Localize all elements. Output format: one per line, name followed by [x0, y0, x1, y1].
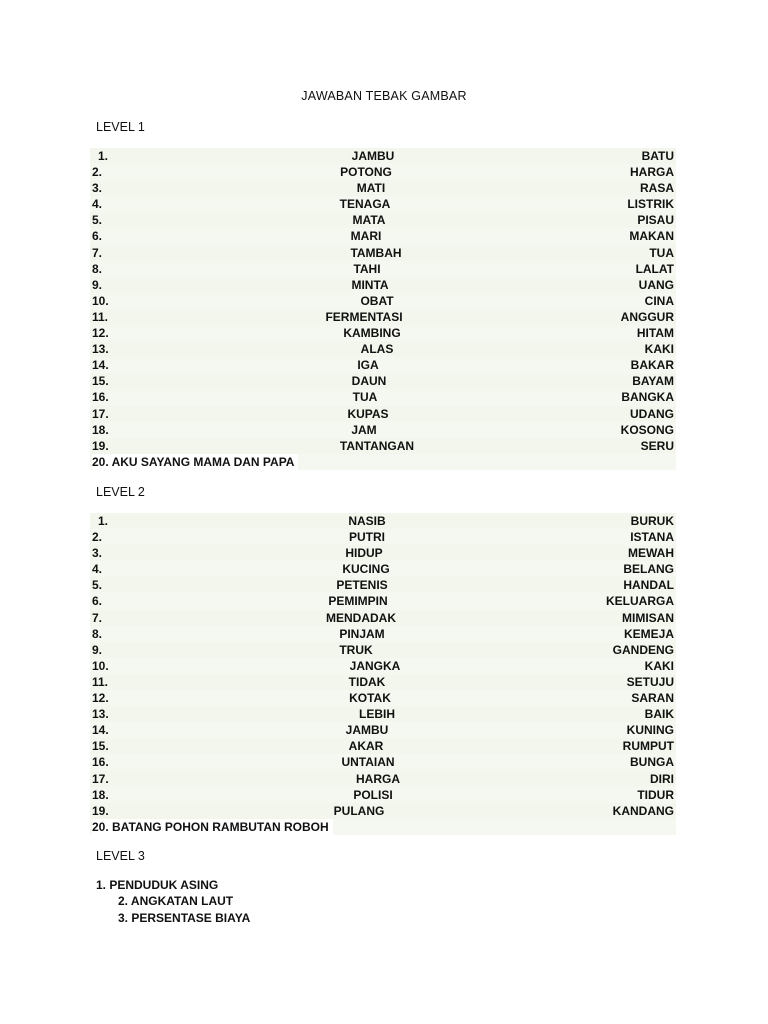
answer-word-left: POTONG: [340, 165, 392, 180]
answer-word-right: BELANG: [623, 562, 674, 577]
answer-word-right: HITAM: [636, 326, 674, 341]
answer-word-right: BANGKA: [621, 390, 674, 405]
answer-word-left: JAMBU: [351, 149, 395, 163]
answer-word-right: TUA: [649, 245, 674, 260]
answer-word-left: PINJAM: [339, 626, 385, 641]
answer-word-right: SETUJU: [626, 674, 674, 689]
row-number: 15.: [92, 739, 109, 754]
answer-row: [90, 706, 676, 722]
answer-word-right: BATU: [641, 149, 674, 163]
row-number: 18.: [92, 422, 109, 437]
answer-row: [90, 593, 676, 609]
answer-row: [90, 293, 676, 309]
answer-word-right: GANDENG: [612, 642, 674, 657]
row-number: 14.: [92, 358, 109, 373]
answer-word-left: KUPAS: [347, 406, 389, 421]
answer-word-left: NASIB: [348, 514, 386, 528]
row-number: 7.: [92, 610, 103, 625]
answer-row: [90, 196, 676, 212]
answer-row: [90, 180, 676, 196]
answer-word-right: SARAN: [631, 691, 674, 706]
answer-word-right: HANDAL: [623, 578, 674, 593]
row-number: 11.: [92, 674, 109, 689]
answer-word-left: FERMENTASI: [325, 309, 403, 324]
row-number: 2.: [92, 165, 103, 180]
row-number: 19.: [92, 803, 109, 818]
row-number: 10.: [92, 293, 109, 308]
level-2-heading: LEVEL 2: [96, 485, 145, 499]
row-number: 12.: [92, 691, 109, 706]
answer-word-left: AKAR: [348, 739, 384, 754]
answer-word-left: KOTAK: [349, 691, 391, 706]
row-number: 11.: [92, 309, 109, 324]
answer-row: [90, 803, 676, 819]
answer-row: [90, 245, 676, 261]
row-number: 6.: [92, 594, 103, 609]
level-3-item: 1. PENDUDUK ASING: [96, 878, 219, 892]
row-number: 16.: [92, 755, 109, 770]
answer-row: [90, 674, 676, 690]
row-number: 18.: [92, 787, 109, 802]
row-number: 9.: [92, 642, 103, 657]
answer-word-left: IGA: [357, 358, 379, 373]
answer-word-left: TRUK: [339, 642, 373, 657]
row-number: 17.: [92, 406, 109, 421]
answer-row: [90, 771, 676, 787]
answer-row: [90, 577, 676, 593]
answer-word-left: OBAT: [360, 293, 394, 308]
answer-word-left: TAMBAH: [350, 245, 402, 260]
row-number: 2.: [92, 530, 103, 545]
level-3-heading: LEVEL 3: [96, 849, 145, 863]
row-number: 4.: [92, 197, 103, 212]
answer-word-left: PEMIMPIN: [328, 594, 388, 609]
answer-word-right: LISTRIK: [627, 197, 674, 212]
answer-row: [90, 309, 676, 325]
answer-word-right: UANG: [638, 277, 674, 292]
answer-row: [90, 658, 676, 674]
answer-row: [90, 357, 676, 373]
answer-word-left: TENAGA: [339, 197, 391, 212]
row-number: 9.: [92, 277, 103, 292]
answer-row: [90, 148, 676, 164]
row-number: 5.: [92, 213, 103, 228]
answer-word-right: KAKI: [644, 342, 674, 357]
answer-row: [90, 561, 676, 577]
answer-word-left: HIDUP: [345, 546, 383, 561]
answer-word-left: TANTANGAN: [339, 438, 415, 453]
answer-word-right: KANDANG: [612, 803, 674, 818]
answer-word-left: PETENIS: [336, 578, 388, 593]
answer-word-left: TAHI: [353, 261, 381, 276]
answer-word-left: UNTAIAN: [341, 755, 395, 770]
answer-word-left: PULANG: [333, 803, 385, 818]
answer-word-right: BAYAM: [632, 374, 674, 389]
answer-row: [90, 164, 676, 180]
level-2-answer-table: [90, 513, 676, 835]
answer-word-left: DAUN: [351, 374, 387, 389]
answer-row: [90, 529, 676, 545]
answer-word-right: CINA: [644, 293, 674, 308]
answer-word-left: PUTRI: [349, 530, 385, 545]
row-number: 3.: [92, 546, 103, 561]
final-answer-text: 20. BATANG POHON RAMBUTAN ROBOH: [92, 819, 333, 835]
answer-word-left: MATI: [356, 181, 386, 196]
answer-word-left: LEBIH: [359, 707, 395, 722]
row-number: 10.: [92, 658, 109, 673]
answer-row: [90, 373, 676, 389]
answer-word-right: MEWAH: [628, 546, 674, 561]
document-title: JAWABAN TEBAK GAMBAR: [301, 89, 467, 103]
answer-word-right: MAKAN: [629, 229, 674, 244]
row-number: 8.: [92, 261, 103, 276]
row-number: 6.: [92, 229, 103, 244]
answer-word-right: RASA: [639, 181, 674, 196]
answer-row: [90, 438, 676, 454]
answer-row: [90, 325, 676, 341]
answer-word-right: ANGGUR: [620, 309, 674, 324]
answer-word-left: HARGA: [356, 771, 400, 786]
row-number: 8.: [92, 626, 103, 641]
row-number: 4.: [92, 562, 103, 577]
answer-word-right: KOSONG: [620, 422, 674, 437]
answer-row-final: [90, 454, 676, 470]
answer-row: [90, 228, 676, 244]
level-3-item: 2. ANGKATAN LAUT: [118, 894, 234, 909]
answer-row: [90, 422, 676, 438]
answer-word-left: ALAS: [360, 342, 394, 357]
row-number: 5.: [92, 578, 103, 593]
answer-word-right: HARGA: [630, 165, 674, 180]
answer-row: [90, 277, 676, 293]
answer-word-right: ISTANA: [630, 530, 674, 545]
answer-word-right: BURUK: [630, 514, 674, 528]
answer-row: [90, 787, 676, 803]
row-number: 1.: [98, 514, 109, 528]
answer-word-right: KEMEJA: [623, 626, 674, 641]
answer-row: [90, 722, 676, 738]
answer-row: [90, 545, 676, 561]
answer-word-left: KUCING: [342, 562, 390, 577]
answer-row: [90, 610, 676, 626]
row-number: 17.: [92, 771, 109, 786]
answer-row: [90, 626, 676, 642]
row-number: 12.: [92, 326, 109, 341]
answer-row: [90, 690, 676, 706]
answer-word-left: JAMBU: [345, 723, 389, 738]
answer-word-right: TIDUR: [637, 787, 674, 802]
answer-word-right: KUNING: [626, 723, 674, 738]
answer-word-right: RUMPUT: [622, 739, 674, 754]
answer-row: [90, 212, 676, 228]
answer-word-right: KAKI: [644, 658, 674, 673]
answer-word-right: UDANG: [630, 406, 674, 421]
answer-word-left: MENDADAK: [326, 610, 396, 625]
answer-word-right: BAKAR: [630, 358, 674, 373]
row-number: 13.: [92, 342, 109, 357]
answer-word-left: TUA: [352, 390, 378, 405]
level-3-item: 3. PERSENTASE BIAYA: [118, 910, 251, 925]
answer-word-left: JAM: [351, 422, 377, 437]
answer-row: [90, 406, 676, 422]
row-number: 19.: [92, 438, 109, 453]
answer-word-left: TIDAK: [348, 674, 386, 689]
level-1-heading: LEVEL 1: [96, 120, 145, 134]
row-number: 15.: [92, 374, 109, 389]
row-number: 1.: [98, 149, 109, 163]
final-answer-text: 20. AKU SAYANG MAMA DAN PAPA: [92, 454, 298, 470]
answer-word-left: MARI: [350, 229, 382, 244]
answer-word-right: LALAT: [635, 261, 674, 276]
answer-word-left: KAMBING: [343, 326, 401, 341]
row-number: 16.: [92, 390, 109, 405]
answer-row: [90, 513, 676, 529]
answer-word-right: KELUARGA: [606, 594, 674, 609]
answer-word-right: SERU: [640, 438, 674, 453]
row-number: 14.: [92, 723, 109, 738]
answer-row: [90, 261, 676, 277]
row-number: 13.: [92, 707, 109, 722]
row-number: 3.: [92, 181, 103, 196]
level-3-answer-list: [96, 877, 250, 926]
answer-word-right: DIRI: [650, 771, 674, 786]
level-1-answer-table: [90, 148, 676, 470]
answer-word-right: BUNGA: [630, 755, 674, 770]
answer-word-right: BAIK: [644, 707, 674, 722]
answer-word-left: POLISI: [353, 787, 393, 802]
answer-word-right: PISAU: [637, 213, 674, 228]
answer-word-right: MIMISAN: [622, 610, 674, 625]
answer-word-left: MATA: [352, 213, 386, 228]
answer-row: [90, 754, 676, 770]
answer-row: [90, 341, 676, 357]
answer-word-left: JANGKA: [349, 658, 401, 673]
answer-row: [90, 389, 676, 405]
answer-row: [90, 642, 676, 658]
row-number: 7.: [92, 245, 103, 260]
answer-row: [90, 738, 676, 754]
answer-row-final: [90, 819, 676, 835]
answer-word-left: MINTA: [351, 277, 389, 292]
